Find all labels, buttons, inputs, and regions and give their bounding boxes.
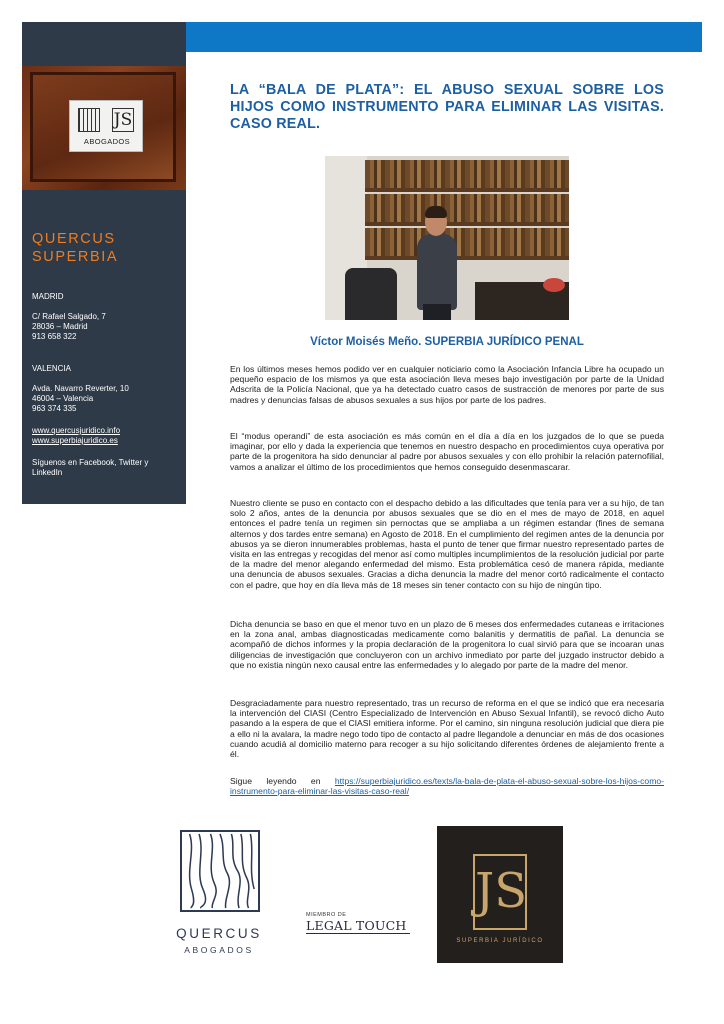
office-sign-photo [22, 66, 186, 190]
brand-line-1: QUERCUS [32, 231, 116, 247]
quercus-mark-icon [78, 108, 100, 132]
photo-shelf-board-2 [365, 222, 569, 226]
brand-name [32, 230, 118, 266]
madrid-city: 28036 – Madrid [32, 322, 88, 331]
paragraph-1: En los últimos meses hemos podido ver en cualquier noticiario como la Asociación Infancia Libre ha ocupado un pequeño espacio de los mismos ya que esta asociación lleva meses bajo investigación por parte de la Unidad Adscrita de la Policía Nacional, que ya ha detectado cuatro casos de sustracción de menores por parte de sus madres y denuncias falsas de abusos sexuales a sus hijos por parte de los padres. [230, 364, 664, 405]
quercus-logo-sub: ABOGADOS [184, 945, 254, 955]
social-line-1: Síguenos en Facebook, Twitter y [32, 458, 149, 467]
article-title: LA “BALA DE PLATA”: EL ABUSO SEXUAL SOBRE LOS HIJOS COMO INSTRUMENTO PARA ELIMINAR LAS VISITAS. CASO REAL. [230, 82, 664, 132]
paragraph-5: Desgraciadamente para nuestro representado, tras un recurso de reforma en el que se indicó que era necesaria la intervención del CIASI (Centro Especializado de Intervención en Abuso Sexual Infantil), se revocó dicho Auto pasando a la espera de que el CIASI emitiera informe. Por el camino, sin ninguna resolución judicial que diera pie a ello ni la avalara, la madre nego todo tipo de contacto al padre llegandole a denunciar en más de dos ocasiones cuando acudiá al domicilio materno para recoger a su hijo solicitando diferentes órdenes de alejamiento frente a él. [230, 698, 664, 760]
paragraph-6 [230, 776, 664, 796]
photo-person-legs [423, 304, 451, 320]
photo-flowers [543, 278, 565, 292]
photo-person-hair [425, 206, 447, 218]
valencia-street: Avda. Navarro Reverter, 10 [32, 384, 129, 393]
photo-caption: Víctor Moisés Meño. SUPERBIA JURÍDICO PENAL [310, 336, 584, 348]
madrid-phone: 913 658 322 [32, 332, 77, 341]
legal-touch-name: LEGAL TOUCH [306, 918, 410, 934]
paragraph-2: El “modus operandi” de esta asociación es más común en el día a día en los juzgados de lo que se pueda imaginar, por ello y dada la experiencia que tenemos en nuestro despacho en procedimientos cuya operativa por parte de la progenitora ha sido denunciar al padre por abusos sexuales y con ello prohibir la relación paternofilial, vamos a analizar el último de los procedimientos que hemos conseguido desenmascarar. [230, 431, 664, 472]
header-bar-dark [22, 22, 186, 52]
madrid-heading: MADRID [32, 292, 64, 301]
valencia-phone: 963 374 335 [32, 404, 77, 413]
continue-reading-link[interactable]: https://superbiajuridico.es/texts/la-bala-de-plata-el-abuso-sexual-sobre-los-hijos-como-instrumento-para-eliminar-las-visitas-caso-real/ [230, 776, 664, 797]
quercus-logo [168, 830, 268, 960]
superbia-logo-name: SUPERBIA JURÍDICO [456, 938, 544, 944]
superbia-mark-text: JS [113, 110, 133, 130]
valencia-city: 46004 – Valencia [32, 394, 94, 403]
websites [32, 426, 120, 446]
plaque-label: ABOGADOS [83, 137, 131, 146]
legal-touch-logo [306, 912, 410, 934]
paragraph-3: Nuestro cliente se puso en contacto con el despacho debido a las dificultades que tenía para ver a su hijo, de tan solo 2 años, antes de la denuncia por abusos sexuales que se dio en el mes de mayo de 2018, en aquel entonces el padre tenía un regimen sin pernoctas que se ampliaba a un régimen estandar (fines de semana alternos y dos tardes entre semana) en Agosto de 2018. En el cumplimiento del regimen antes de la denuncia por abusos ya se dieron innumerables problemas, hasta el punto de tener que firmar nuestro representado partes de visita en las entregas y recogidas del menor así como multiples incumplimientos de la resolución judicial por parte de la madre del menor alegando enfermedad del mismo. Esta problemática cesó de manera rápida, mediante una denuncia de abusos sexuales. Gracias a dicha denuncia la madre del menor cortó radicalmente el contacto con el padre, que hoy en día lleva más de 18 meses sin tener contacto con su hijo de ningún tipo. [230, 498, 664, 590]
continue-reading-prefix: Sigue leyendo en [230, 776, 335, 786]
photo-shelf-board-3 [365, 256, 569, 260]
quercus-wood-icon [180, 830, 260, 912]
photo-chair [345, 268, 397, 320]
madrid-street: C/ Rafael Salgado, 7 [32, 312, 106, 321]
valencia-address [32, 384, 129, 414]
sidebar [22, 52, 186, 504]
social-text [32, 458, 148, 478]
photo-bookshelf-3 [365, 228, 569, 256]
quercus-logo-name: QUERCUS [176, 926, 262, 941]
office-plaque [69, 100, 143, 152]
photo-bookshelf-1 [365, 160, 569, 188]
paragraph-4: Dicha denuncia se baso en que el menor tuvo en un plazo de 6 meses dos enfermedades cutaneas e irritaciones en la zona anal, ambas diagnosticadas medicamente como balanitis y dermatitis de pañal. La denuncia se acompañó de dichos informes y la propia declaración de la progenitora lo cual sirvió para que se incoaran unas diligencias de investigación que concluyeron con un archivo inmediato por parte del juzgado instructor debido a que no existia ningún nexo causal entre las enfermedades y lo alegado por parte de la madre del menor. [230, 619, 664, 670]
author-photo [325, 156, 569, 320]
photo-person-body [417, 234, 457, 310]
valencia-heading: VALENCIA [32, 364, 71, 373]
website-link-quercus[interactable]: www.quercusjuridico.info [32, 426, 121, 435]
legal-touch-member-label: MIEMBRO DE [306, 912, 347, 918]
superbia-monogram-icon: JS [473, 854, 527, 930]
website-link-superbia[interactable]: www.superbiajuridico.es [32, 436, 118, 445]
madrid-address [32, 312, 106, 342]
photo-shelf-board-1 [365, 188, 569, 192]
brand-line-2: SUPERBIA [32, 249, 119, 265]
photo-bookshelf-2 [365, 194, 569, 222]
social-line-2: LinkedIn [32, 468, 63, 477]
header-bar-blue [186, 22, 702, 52]
superbia-logo [437, 826, 563, 963]
